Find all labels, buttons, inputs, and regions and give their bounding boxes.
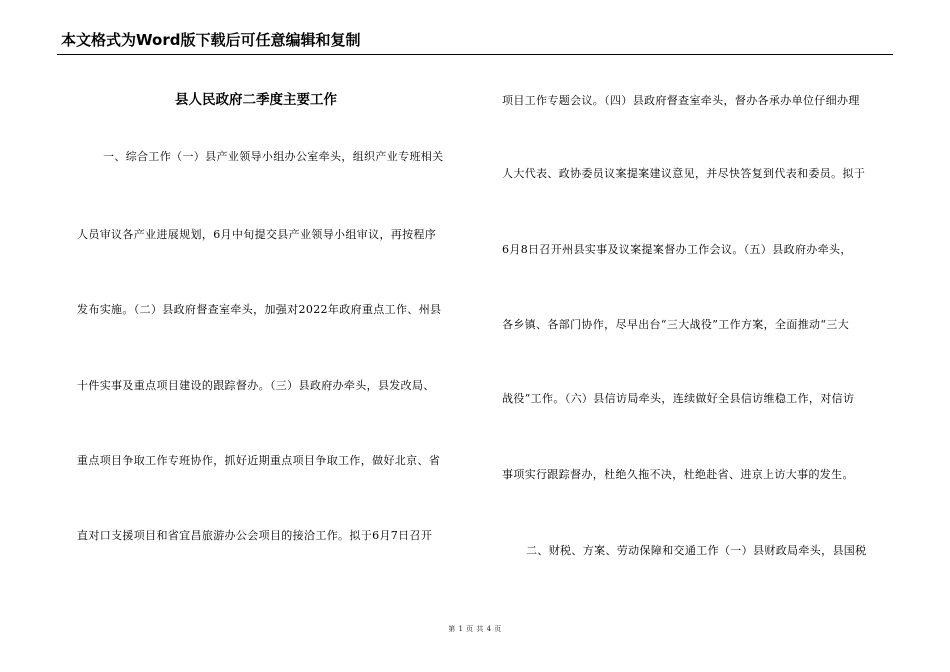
paragraph-line: 十件实事及重点项目建设的跟踪督办。（三）县政府办牵头，县发改局、 bbox=[77, 379, 435, 392]
document-title: 县人民政府二季度主要工作 bbox=[175, 92, 337, 108]
paragraph-line: 二、财税、方案、劳动保障和交通工作（一）县财政局牵头，县国税 bbox=[526, 544, 867, 557]
paragraph-line: 项目工作专题会议。（四）县政府督查室牵头，督办各承办单位仔细办理 bbox=[502, 94, 860, 107]
paragraph-line: 战役”工作。（六）县信访局牵头，连续做好全县信访维稳工作，对信访 bbox=[502, 392, 855, 405]
paragraph-line: 人大代表、政协委员议案提案建议意见，并尽快答复到代表和委员。拟于 bbox=[502, 167, 866, 180]
banner-divider bbox=[57, 54, 893, 55]
paragraph-line: 各乡镇、各部门协作，尽早出台“三大战役”工作方案，全面推动“三大 bbox=[502, 318, 850, 331]
paragraph-line: 6月8日召开州县实事及议案提案督办工作会议。（五）县政府办牵头， bbox=[502, 243, 852, 256]
paragraph-line: 人员审议各产业进展规划，6月中旬提交县产业领导小组审议，再按程序 bbox=[77, 228, 437, 241]
paragraph-line: 重点项目争取工作专班协作，抓好近期重点项目争取工作，做好北京、省 bbox=[77, 454, 441, 467]
paragraph-line: 一、综合工作（一）县产业领导小组办公室牵头，组织产业专班相关 bbox=[103, 150, 444, 163]
page-number-footer: 第 1 页 共 4 页 bbox=[448, 625, 502, 633]
paragraph-line: 直对口支援项目和省宜昌旅游办公会项目的接洽工作。拟于6月7日召开 bbox=[77, 529, 433, 542]
download-banner: 本文格式为Word版下载后可任意编辑和复制 bbox=[61, 31, 361, 49]
paragraph-line: 发布实施。（二）县政府督查室牵头，加强对2022年政府重点工作、州县 bbox=[77, 303, 442, 316]
paragraph-line: 事项实行跟踪督办，杜绝久拖不决，杜绝赴省、进京上访大事的发生。 bbox=[502, 468, 854, 481]
